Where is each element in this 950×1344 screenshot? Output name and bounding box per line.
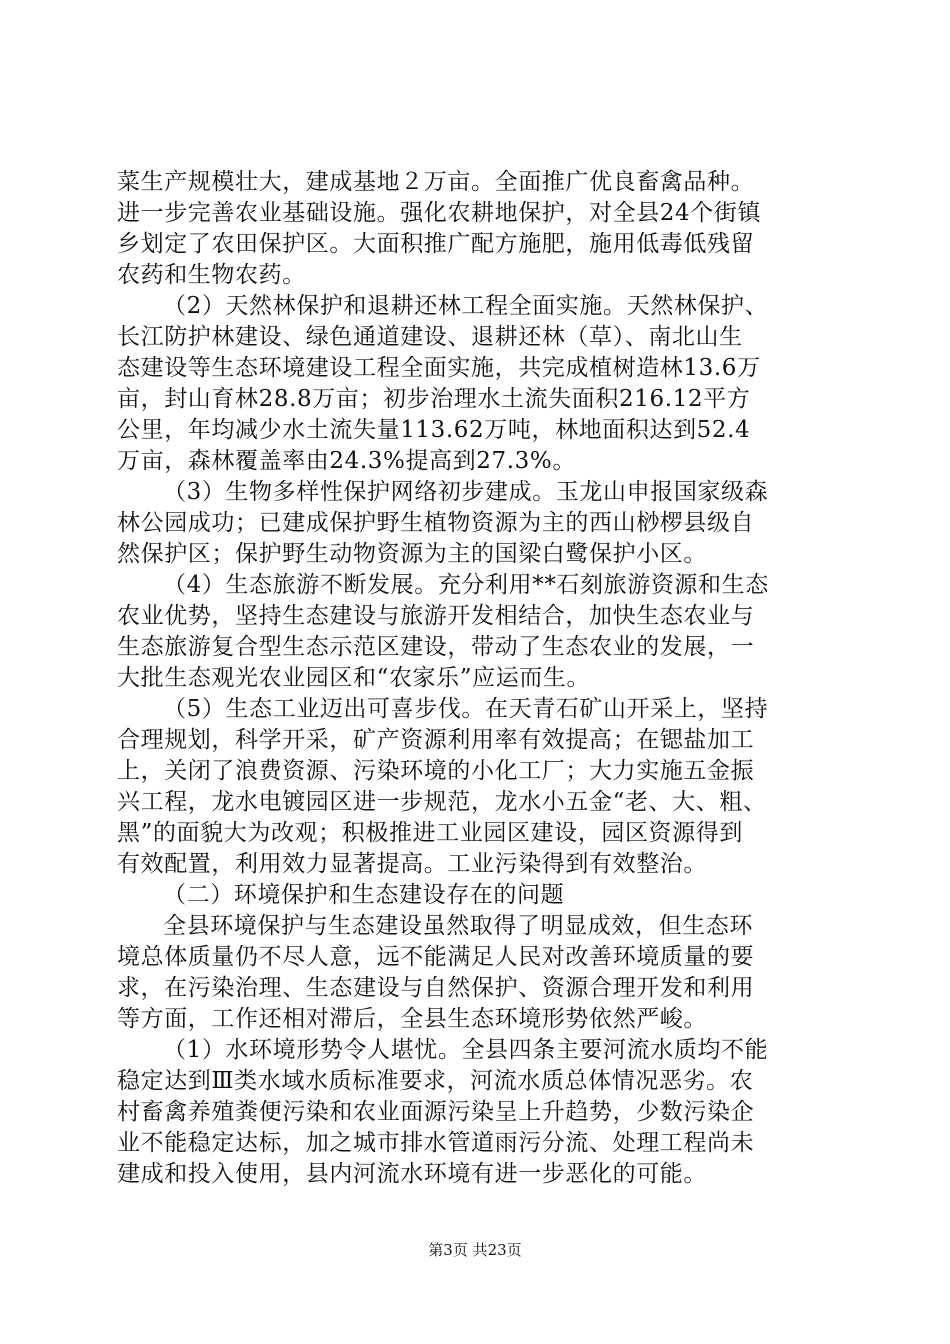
document-body: [117, 167, 833, 1190]
text-line: 有效配置，利用效力显著提高。工业污染得到有效整治。: [117, 851, 707, 877]
text-line: 林公园成功；已建成保护野生植物资源为主的西山桫椤县级自: [117, 510, 755, 536]
section-heading: （二）环境保护和生态建设存在的问题: [163, 882, 565, 908]
text-line: 公里，年均减少水土流失量113.62万吨，林地面积达到52.4: [117, 417, 751, 443]
text-line: 业不能稳定达标，加之城市排水管道雨污分流、处理工程尚未: [117, 1130, 755, 1156]
text-line: 菜生产规模壮大，建成基地２万亩。全面推广优良畜禽品种。: [117, 169, 755, 195]
page-number-footer: 第3页 共23页: [428, 1241, 522, 1259]
text-line: 求，在污染治理、生态建设与自然保护、资源合理开发和利用: [117, 975, 755, 1001]
text-line: 然保护区；保护野生动物资源为主的国梁白鹭保护小区。: [117, 541, 707, 567]
paragraph-start-line: （1）水环境形势令人堪忧。全县四条主要河流水质均不能: [163, 1037, 769, 1063]
text-line: 建成和投入使用，县内河流水环境有进一步恶化的可能。: [117, 1161, 707, 1187]
text-line: 稳定达到Ⅲ类水域水质标准要求，河流水质总体情况恶劣。农: [117, 1068, 754, 1094]
text-line: 境总体质量仍不尽人意，远不能满足人民对改善环境质量的要: [117, 944, 755, 970]
text-line: 进一步完善农业基础设施。强化农耕地保护，对全县24个街镇: [117, 200, 762, 226]
paragraph-start-line: （5）生态工业迈出可喜步伐。在天青石矿山开采上，坚持: [163, 696, 769, 722]
paragraph-start-line: （2）天然林保护和退耕还林工程全面实施。天然林保护、: [163, 293, 769, 319]
text-line: 等方面，工作还相对滞后，全县生态环境形势依然严峻。: [117, 1006, 707, 1032]
text-line: 农药和生物农药。: [117, 262, 306, 288]
text-line: 村畜禽养殖粪便污染和农业面源污染呈上升趋势，少数污染企: [117, 1099, 755, 1125]
text-line: 合理规划，科学开采，矿产资源利用率有效提高；在锶盐加工: [117, 727, 755, 753]
text-line: 长江防护林建设、绿色通道建设、退耕还林（草）、南北山生: [117, 324, 743, 350]
paragraph-start-line: 全县环境保护与生态建设虽然取得了明显成效，但生态环: [163, 913, 753, 939]
text-line: 生态旅游复合型生态示范区建设，带动了生态农业的发展，一: [117, 634, 755, 660]
paragraph-start-line: （3）生物多样性保护网络初步建成。玉龙山申报国家级森: [163, 479, 769, 505]
text-line: 兴工程，龙水电镀园区进一步规范，龙水小五金“老、大、粗、: [117, 789, 767, 815]
text-line: 大批生态观光农业园区和“农家乐”应运而生。: [117, 665, 591, 691]
text-line: 乡划定了农田保护区。大面积推广配方施肥，施用低毒低残留: [117, 231, 755, 257]
text-line: 态建设等生态环境建设工程全面实施，共完成植树造林13.6万: [117, 355, 761, 381]
text-line: 农业优势，坚持生态建设与旅游开发相结合，加快生态农业与: [117, 603, 755, 629]
text-line: 万亩，森林覆盖率由24.3%提高到27.3%。: [117, 448, 576, 474]
paragraph-start-line: （4）生态旅游不断发展。充分利用**石刻旅游资源和生态: [163, 572, 769, 598]
text-line: 黑”的面貌大为改观；积极推进工业园区建设，园区资源得到: [117, 820, 743, 846]
text-line: 上，关闭了浪费资源、污染环境的小化工厂；大力实施五金振: [117, 758, 755, 784]
text-line: 亩，封山育林28.8万亩；初步治理水土流失面积216.12平方: [117, 386, 751, 412]
